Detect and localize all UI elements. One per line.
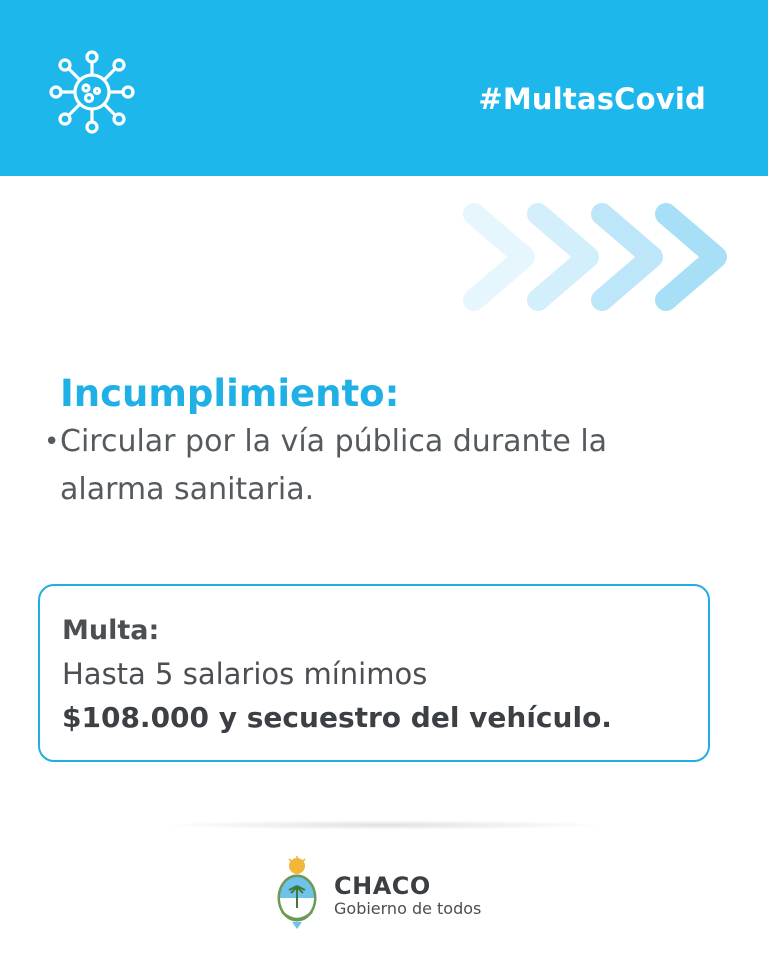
brand-name: CHACO xyxy=(334,872,431,900)
chevron-arrows-icon xyxy=(458,200,738,314)
infraction-heading: Incumplimiento: xyxy=(60,372,400,415)
divider-shadow xyxy=(160,820,608,830)
infraction-item xyxy=(44,418,734,514)
provincial-crest-icon xyxy=(270,856,324,930)
brand-tagline: Gobierno de todos xyxy=(334,899,482,918)
infraction-section xyxy=(44,370,734,514)
fine-amount: $108.000 y secuestro del vehículo. xyxy=(62,701,612,734)
fine-box xyxy=(38,584,710,762)
virus-icon xyxy=(42,44,142,138)
header-banner xyxy=(0,0,768,176)
bullet-icon: • xyxy=(44,427,60,457)
fine-label: Multa: xyxy=(62,615,160,646)
chaco-logo xyxy=(270,852,530,932)
fine-description: Hasta 5 salarios mínimos xyxy=(62,657,428,691)
hashtag-title: #MultasCovid xyxy=(478,82,706,116)
infraction-item-text: Circular por la vía pública durante la alarma sanitaria. xyxy=(60,424,608,507)
